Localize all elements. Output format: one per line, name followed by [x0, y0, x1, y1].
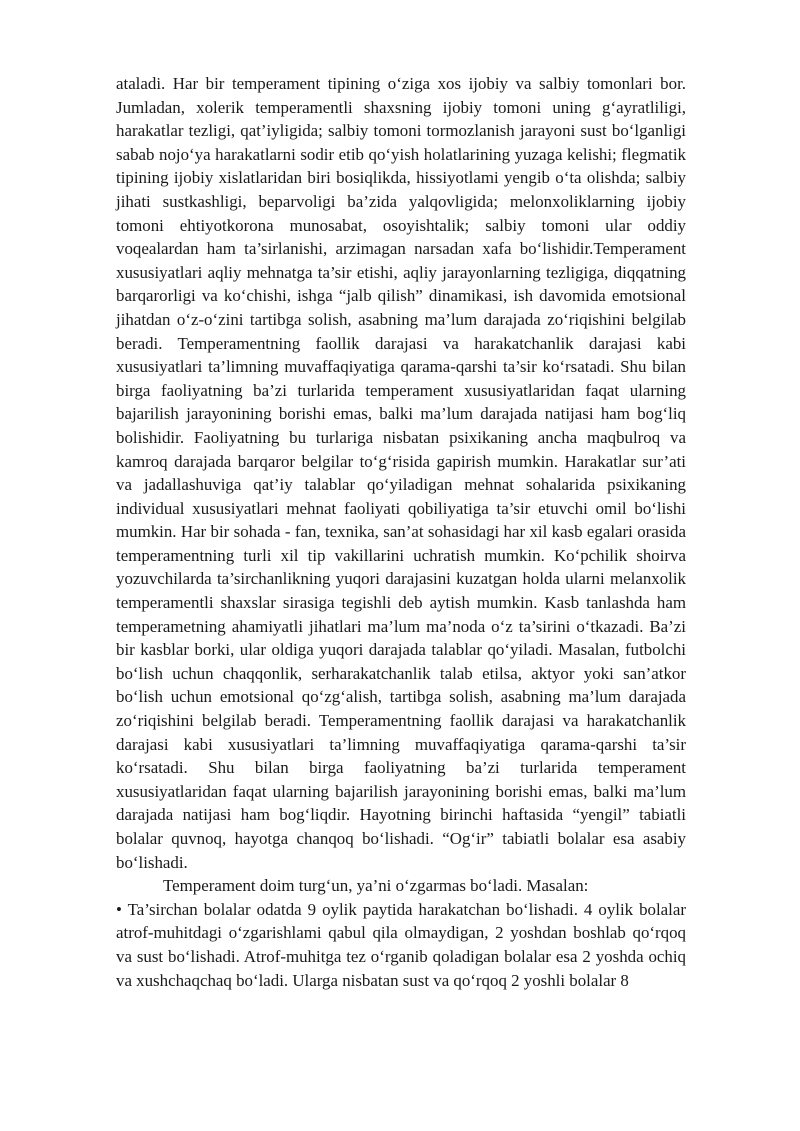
paragraph-temperament-stability: Temperament doim turg‘un, ya’ni o‘zgarmas bo‘ladi. Masalan:: [163, 876, 589, 896]
paragraph-temperament-traits: ataladi. Har bir temperament tipining o‘ziga xos ijobiy va salbiy tomonlari bor. Jumladan, xolerik temperamentli shaxsning ijobiy tomoni uning g‘ayratliligi, harakatlar tezligi, qat’iyligida; salbiy tomoni tormozlanish jarayoni sust bo‘lganligi sabab nojo‘ya harakatlarni sodir etib qo‘yish holatlarining yuzaga kelishi; flegmatik tipining ijobiy xislatlaridan biri bosiqlikda, hissiyotlami yengib o‘ta olishda; salbiy jihati sustkashligi, beparvoligi ba’zida yalqovligida; melonxoliklarning ijobiy tomoni ehtiyotkorona munosabat, osoyishtalik; salbiy tomoni ular oddiy voqealardan ham ta’sirlanishi, arzimagan narsadan xafa bo‘lishidir.Temperament xususiyatlari aqliy mehnatga ta’sir etishi, aqliy jarayonlarning tezligiga, diqqatning barqarorligi va ko‘chishi, ishga “jalb qilish” dinamikasi, ish davomida emotsional jihatdan o‘z-o‘zini tartibga solish, asabning ma’lum darajada zo‘riqishini belgilab beradi. Temperamentning faollik darajasi va harakatchanlik darajasi kabi xususiyatlari ta’limning muvaffaqiyatiga qarama-qarshi ta’sir ko‘rsatadi. Shu bilan birga faoliyatning ba’zi turlarida temperament xususiyatlaridan faqat ularning bajarilish jarayonining borishi emas, balki ma’lum darajada natijasi ham bog‘liq bolishidir. Faoliyatning bu turlariga nisbatan psixikaning ancha maqbulroq va kamroq darajada barqaror belgilar to‘g‘risida gapirish mumkin. Harakatlar sur’ati va jadallashuviga qat’iy talablar qo‘yiladigan mehnat sohalarida psixikaning individual xususiyatlari mehnat faoliyati qobiliyatiga ta’sir etuvchi omil bo‘lishi mumkin. Har bir sohada - fan, texnika, san’at sohasidagi har xil kasb egalari orasida temperamentning turli xil tip vakillarini uchratish mumkin. Ko‘pchilik shoirva yozuvchilarda ta’sirchanlikning yuqori darajasini kuzatgan holda ularni melanxolik temperamentli shaxslar sirasiga tegishli deb aytish mumkin. Kasb tanlashda ham temperametning ahamiyatli jihatlari ma’lum ma’noda o‘z ta’sirini o‘tkazadi. Ba’zi bir kasblar borki, ular oldiga yuqori darajada talablar qo‘yiladi. Masalan, futbolchi bo‘lish uchun chaqqonlik, serharakatchanlik talab etilsa, aktyor yoki san’atkor bo‘lish uchun emotsional qo‘zg‘alish, tartibga solish, asabning ma’lum darajada zo‘riqishini belgilab beradi. Temperamentning faollik darajasi va harakatchanlik darajasi kabi xususiyatlari ta’limning muvaffaqiyatiga qarama-qarshi ta’sir ko‘rsatadi. Shu bilan birga faoliyatning ba’zi turlarida temperament xususiyatlaridan faqat ularning bajarilish jarayonining borishi emas, balki ma’lum darajada natijasi ham bog‘liqdir. Hayotning birinchi haftasida “yengil” tabiatli bolalar quvnoq, hayotga chanqoq bo‘lishadi. “Og‘ir” tabiatli bolalar esa asabiy bo‘lishadi.: [116, 74, 686, 872]
document-page: [116, 72, 686, 992]
bullet-paragraph-children: • Ta’sirchan bolalar odatda 9 oylik paytida harakatchan bo‘lishadi. 4 oylik bolalar atrof-muhitdagi o‘zgarishlami qabul qila olmaydigan, 2 yoshdan boshlab qo‘rqoq va sust bo‘lishadi. Atrof-muhitga tez o‘rganib qoladigan bolalar esa 2 yoshda ochiq va xushchaqchaq bo‘ladi. Ularga nisbatan sust va qo‘rqoq 2 yoshli bolalar 8: [116, 899, 686, 990]
